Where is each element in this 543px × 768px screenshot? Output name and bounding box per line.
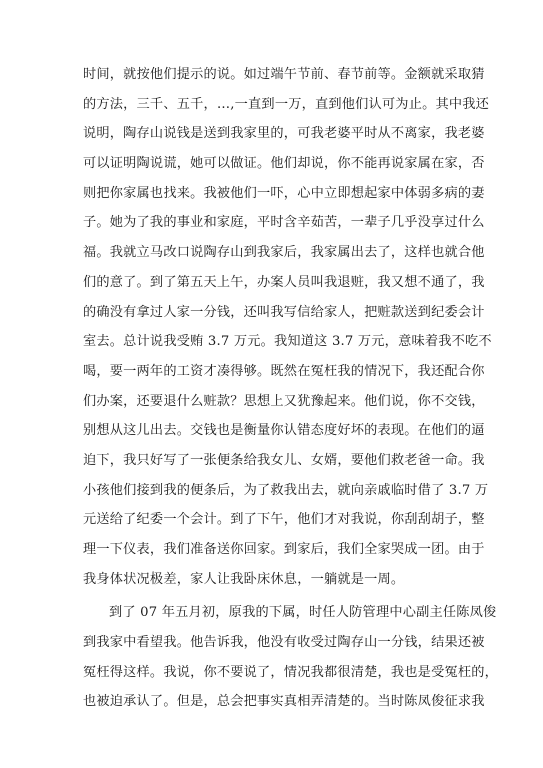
text-line: 理一下仪表，我们准备送你回家。到家后，我们全家哭成一团。由于 (83, 542, 485, 557)
text-line: 子。她为了我的事业和家庭，平时含辛茹苦，一辈子几乎没享过什么 (83, 215, 485, 231)
text-line: 则把你家属也找来。我被他们一吓，心中立即想起家中体弱多病的妻 (83, 185, 485, 201)
text-line: 到我家中看望我。他告诉我，他没有收受过陶存山一分钱，结果还被 (83, 635, 485, 651)
text-line: 元送给了纪委一个会计。到了下午，他们才对我说，你刮刮胡子，整 (83, 512, 485, 528)
text-line: 们的意了。到了第五天上午，办案人员叫我退赃，我又想不通了，我 (83, 274, 485, 290)
paragraph-1 (83, 60, 492, 594)
text-line: 们办案，还要退什么赃款？思想上又犹豫起来。他们说，你不交钱， (83, 393, 485, 409)
text-line: 室去。总计说我受贿 3.7 万元。我知道这 3.7 万元，意味着我不吃不 (83, 334, 492, 350)
text-line: 福。我就立马改口说陶存山到我家后，我家属出去了，这样也就合他 (83, 245, 485, 261)
paragraph-2 (83, 598, 499, 717)
text-line: 到了 07 年五月初，原我的下属，时任人防管理中心副主任陈凤俊 (109, 605, 497, 621)
text-line: 时间，就按他们提示的说。如过端午节前、春节前等。金额就采取猜 (83, 67, 485, 82)
text-line: 别想从这儿出去。交钱也是衡量你认错态度好坏的表现。在他们的逼 (83, 423, 485, 439)
text-line: 喝，要一两年的工资才凑得够。既然在冤枉我的情况下，我还配合你 (83, 363, 485, 379)
text-line: 迫下，我只好写了一张便条给我女儿、女婿，要他们救老爸一命。我 (83, 452, 485, 468)
text-line: 小孩他们接到我的便条后，为了救我出去，就向亲戚临时借了 3.7 万 (83, 482, 489, 498)
text-line: 的方法，三千、五千，…,一直到一万，直到他们认可为止。其中我还 (83, 96, 490, 112)
text-line: 说明，陶存山说钱是送到我家里的，可我老婆平时从不离家，我老婆 (83, 126, 485, 142)
text-line: 也被迫承认了。但是，总会把事实真相弄清楚的。当时陈凤俊征求我 (83, 694, 485, 710)
body-text (83, 60, 499, 717)
text-line: 冤枉得这样。我说，你不要说了，情况我都很清楚，我也是受冤枉的， (83, 664, 499, 680)
text-line: 的确没有拿过人家一分钱，还叫我写信给家人，把赃款送到纪委会计 (83, 304, 485, 320)
text-line: 可以证明陶说谎，她可以做证。他们却说，你不能再说家属在家，否 (83, 156, 485, 172)
text-line: 我身体状况极差，家人让我卧床休息，一躺就是一周。 (83, 571, 405, 587)
